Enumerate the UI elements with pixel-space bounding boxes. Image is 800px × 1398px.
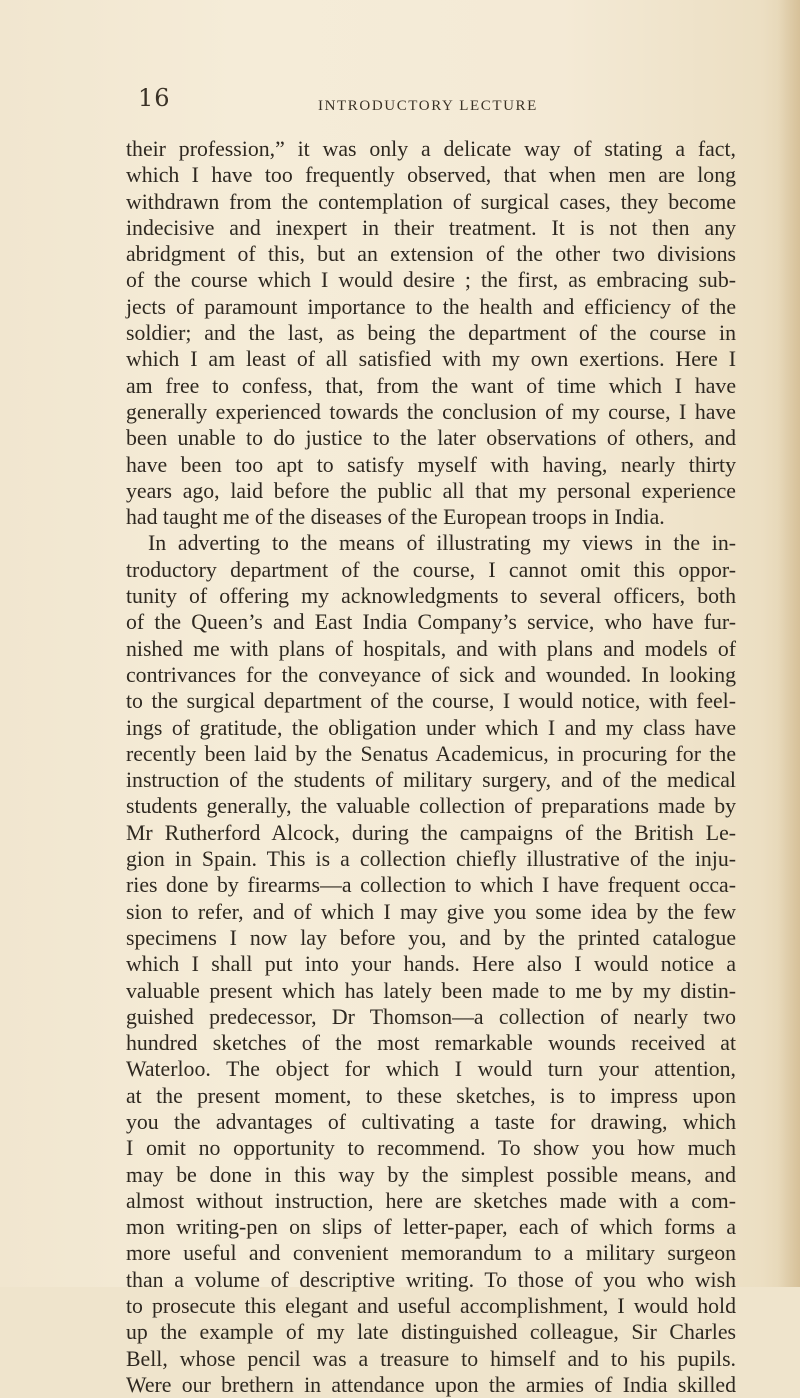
text-line: students generally, the valuable collection of preparations made by bbox=[126, 794, 736, 819]
text-line: may be done in this way by the simplest possible means, and bbox=[126, 1162, 736, 1187]
text-line: than a volume of descriptive writing. To those of you who wish bbox=[126, 1267, 736, 1292]
text-line: soldier; and the last, as being the department of the course in bbox=[126, 321, 736, 346]
text-line: am free to confess, that, from the want of time which I have bbox=[126, 373, 736, 398]
text-line: withdrawn from the contemplation of surgical cases, they become bbox=[126, 189, 736, 214]
text-line: I omit no opportunity to recommend. To show you how much bbox=[126, 1136, 736, 1161]
text-line: their profession,” it was only a delicate way of stating a fact, bbox=[126, 137, 736, 161]
text-line: tunity of offering my acknowledgments to several officers, both bbox=[126, 584, 736, 609]
text-line: troductory department of the course, I cannot omit this oppor- bbox=[126, 557, 736, 582]
text-line: In adverting to the means of illustrating my views in the in- bbox=[148, 531, 736, 556]
running-head: INTRODUCTORY LECTURE bbox=[318, 98, 538, 114]
text-line: hundred sketches of the most remarkable wounds received at bbox=[126, 1031, 736, 1056]
text-line: at the present moment, to these sketches, is to impress upon bbox=[126, 1083, 736, 1108]
text-line: jects of paramount importance to the health and efficiency of the bbox=[126, 294, 736, 319]
text-line: guished predecessor, Dr Thomson—a collection of nearly two bbox=[126, 1004, 736, 1029]
text-line: valuable present which has lately been made to me by my distin- bbox=[126, 978, 736, 1003]
text-line: Mr Rutherford Alcock, during the campaigns of the British Le- bbox=[126, 820, 736, 845]
page-edge-shadow bbox=[778, 0, 800, 1287]
text-line: had taught me of the diseases of the European troops in India. bbox=[126, 505, 665, 530]
text-line: up the example of my late distinguished colleague, Sir Charles bbox=[126, 1320, 736, 1345]
text-line: which I shall put into your hands. Here also I would notice a bbox=[126, 952, 736, 977]
text-line: gion in Spain. This is a collection chiefly illustrative of the inju- bbox=[126, 847, 736, 872]
text-line: more useful and convenient memorandum to a military surgeon bbox=[126, 1241, 736, 1266]
text-line: sion to refer, and of which I may give you some idea by the few bbox=[126, 899, 736, 924]
text-line: nished me with plans of hospitals, and with plans and models of bbox=[126, 636, 736, 661]
text-line: recently been laid by the Senatus Academicus, in procuring for the bbox=[126, 741, 736, 766]
text-line: contrivances for the conveyance of sick and wounded. In looking bbox=[126, 662, 736, 687]
text-line: to the surgical department of the course, I would notice, with feel- bbox=[126, 689, 736, 714]
text-line: which I have too frequently observed, that when men are long bbox=[126, 163, 736, 188]
text-line: generally experienced towards the conclusion of my course, I have bbox=[126, 399, 736, 424]
text-line: ings of gratitude, the obligation under which I and my class have bbox=[126, 715, 736, 740]
text-line: to prosecute this elegant and useful accomplishment, I would hold bbox=[126, 1294, 736, 1319]
text-line: instruction of the students of military surgery, and of the medical bbox=[126, 768, 736, 793]
text-line: specimens I now lay before you, and by the printed catalogue bbox=[126, 925, 736, 950]
text-line: Waterloo. The object for which I would turn your attention, bbox=[126, 1057, 736, 1082]
body-text bbox=[126, 136, 736, 1398]
text-line: abridgment of this, but an extension of the other two divisions bbox=[126, 242, 736, 267]
text-line: of the course which I would desire ; the first, as embracing sub- bbox=[126, 268, 736, 293]
text-line: indecisive and inexpert in their treatment. It is not then any bbox=[126, 215, 736, 240]
text-line: years ago, laid before the public all that my personal experience bbox=[126, 478, 736, 503]
page-number: 16 bbox=[138, 84, 171, 112]
text-line: have been too apt to satisfy myself with having, nearly thirty bbox=[126, 452, 736, 477]
text-line: you the advantages of cultivating a taste for drawing, which bbox=[126, 1109, 736, 1134]
text-line: Bell, whose pencil was a treasure to himself and to his pupils. bbox=[126, 1346, 736, 1371]
text-line: which I am least of all satisfied with my own exertions. Here I bbox=[126, 347, 736, 372]
text-line: ries done by firearms—a collection to which I have frequent occa- bbox=[126, 873, 736, 898]
text-line: almost without instruction, here are sketches made with a com- bbox=[126, 1188, 736, 1213]
text-line: of the Queen’s and East India Company’s service, who have fur- bbox=[126, 610, 736, 635]
text-line: been unable to do justice to the later observations of others, and bbox=[126, 426, 736, 451]
text-line: Were our brethern in attendance upon the armies of India skilled bbox=[126, 1372, 736, 1397]
text-line: mon writing-pen on slips of letter-paper, each of which forms a bbox=[126, 1215, 736, 1240]
